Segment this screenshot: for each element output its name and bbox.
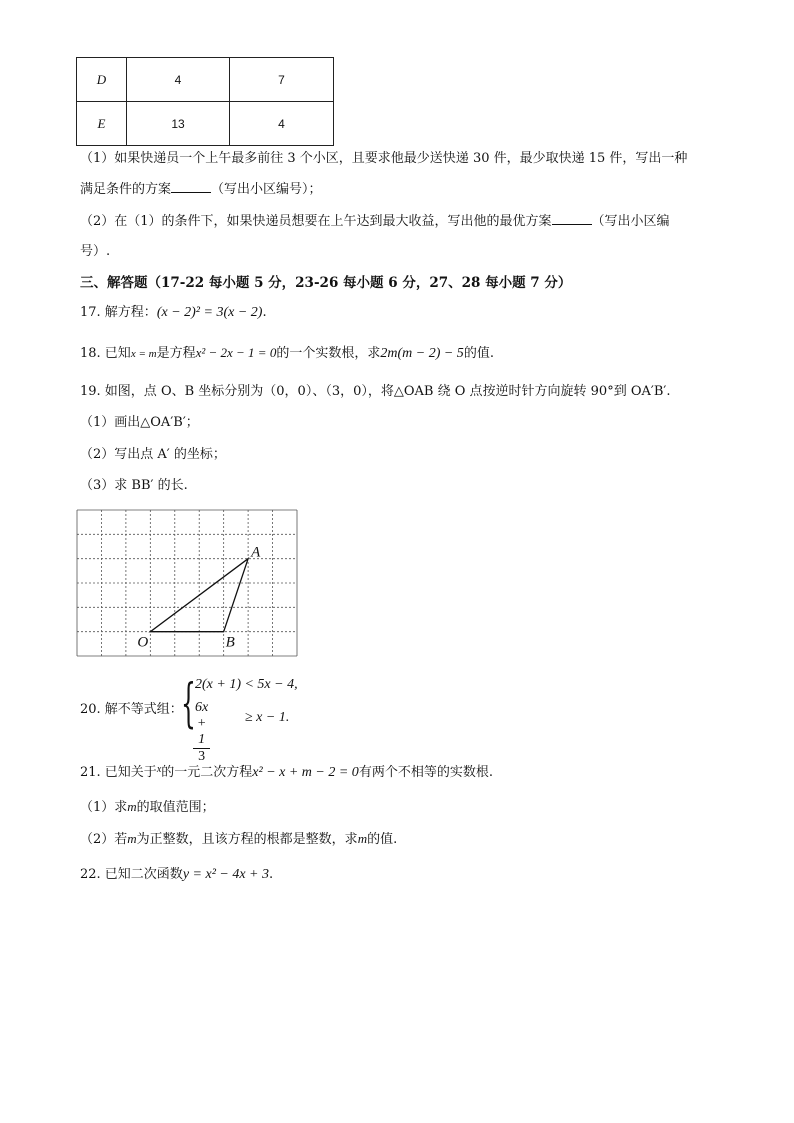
triangle-oab [150, 559, 248, 632]
question-22 [80, 865, 273, 885]
q22-equation: y = x² − 4x + 3 [182, 867, 269, 882]
table-cell: 4 [127, 58, 230, 102]
q18-mid: 是方程 [156, 346, 196, 361]
q18-expression: 2m(m − 2) − 5 [380, 346, 464, 361]
q21-part1-b: 的取值范围； [136, 800, 215, 815]
q21-part2-c: 的值. [367, 832, 398, 847]
q16-part2-line1 [80, 212, 670, 232]
q21-equation: x² − x + m − 2 = 0 [252, 765, 359, 780]
q17-prefix: 17. 解方程： [80, 305, 157, 320]
q21-part2-var2: m [357, 831, 368, 846]
table-cell-name: D [77, 58, 127, 102]
table-cell: 7 [230, 58, 334, 102]
q22-suffix: . [269, 867, 274, 882]
grid-lines [77, 510, 297, 656]
point-label-o: O [137, 634, 149, 651]
delivery-table [76, 57, 334, 146]
q17-suffix: . [262, 305, 267, 320]
q16-part2-text: （2）在（1）的条件下，如果快递员想要在上午达到最大收益，写出他的最优方案 [80, 214, 552, 229]
q21-stem-c: 有两个不相等的实数根. [358, 765, 493, 780]
q18-prefix: 18. 已知 [80, 346, 131, 361]
question-18 [80, 343, 494, 364]
q18-equation: x² − 2x − 1 = 0 [195, 345, 277, 360]
table-cell-name: E [77, 102, 127, 146]
q16-part1-line1: （1）如果快递员一个上午最多前往 3 个小区，且要求他最少送快递 30 件，最少取快递 15 件，写出一种 [80, 151, 688, 166]
q21-stem-a: 21. 已知关于 [80, 765, 157, 780]
section-title: 三、解答题（17-22 每小题 5 分，23-26 每小题 6 分，27、28 每小题 7 分） [80, 275, 572, 291]
q19-part2: （2）写出点 A′ 的坐标； [80, 447, 226, 462]
q20-numerator: 6x + 1 [195, 700, 209, 747]
q20-fraction [193, 700, 210, 765]
point-label-b: B [225, 634, 235, 651]
question-21 [80, 760, 493, 783]
q21-part2 [80, 829, 397, 850]
answer-blank [171, 180, 211, 193]
q21-part2-var: m [127, 831, 137, 846]
q16-part2-note: （写出小区编 [591, 214, 670, 229]
q21-part1-var: m [127, 799, 137, 814]
table-cell: 13 [127, 102, 230, 146]
q21-stem-b: 的一元二次方程 [161, 765, 253, 780]
q16-part2-line2: 号）. [80, 244, 111, 259]
q21-part2-a: （2）若 [80, 832, 128, 847]
question-17 [80, 303, 267, 323]
q21-var: x [156, 764, 162, 775]
q18-condition: x = m [130, 348, 157, 360]
question-19-stem: 19. 如图，点 O、B 坐标分别为（0，0）、（3，0），将△OAB 绕 O 点按逆时针方向旋转 90°到 OA′B′. [80, 384, 671, 399]
q20-inequality-2-rhs: ≥ x − 1. [245, 710, 290, 725]
q21-part1 [80, 797, 215, 818]
point-label-a: A [251, 544, 261, 561]
q20-prefix: 20. 解不等式组： [80, 702, 183, 717]
brace-icon: { [181, 674, 196, 734]
q18-suffix: 的值. [463, 346, 494, 361]
q21-part2-b: 为正整数，且该方程的根都是整数，求 [136, 832, 358, 847]
table-row [77, 58, 334, 102]
q19-part3: （3）求 BB′ 的长. [80, 478, 188, 493]
q16-part1-line2 [80, 180, 322, 200]
q19-part1: （1）画出△OA′B′； [80, 415, 199, 430]
q17-equation: (x − 2)² = 3(x − 2) [156, 305, 263, 320]
triangle-shape [150, 559, 248, 632]
q16-part1-text: 满足条件的方案 [80, 182, 172, 197]
q21-part1-a: （1）求 [80, 800, 128, 815]
q16-part1-note: （写出小区编号）； [211, 182, 322, 197]
q19-grid-figure [76, 509, 298, 657]
q22-prefix: 22. 已知二次函数 [80, 867, 183, 882]
q18-mid2: 的一个实数根，求 [276, 346, 381, 361]
table-cell: 4 [230, 102, 334, 146]
q20-denominator: 3 [198, 749, 206, 764]
table-row [77, 102, 334, 146]
answer-blank [552, 212, 592, 225]
q20-inequality-1: 2(x + 1) < 5x − 4, [195, 677, 298, 692]
